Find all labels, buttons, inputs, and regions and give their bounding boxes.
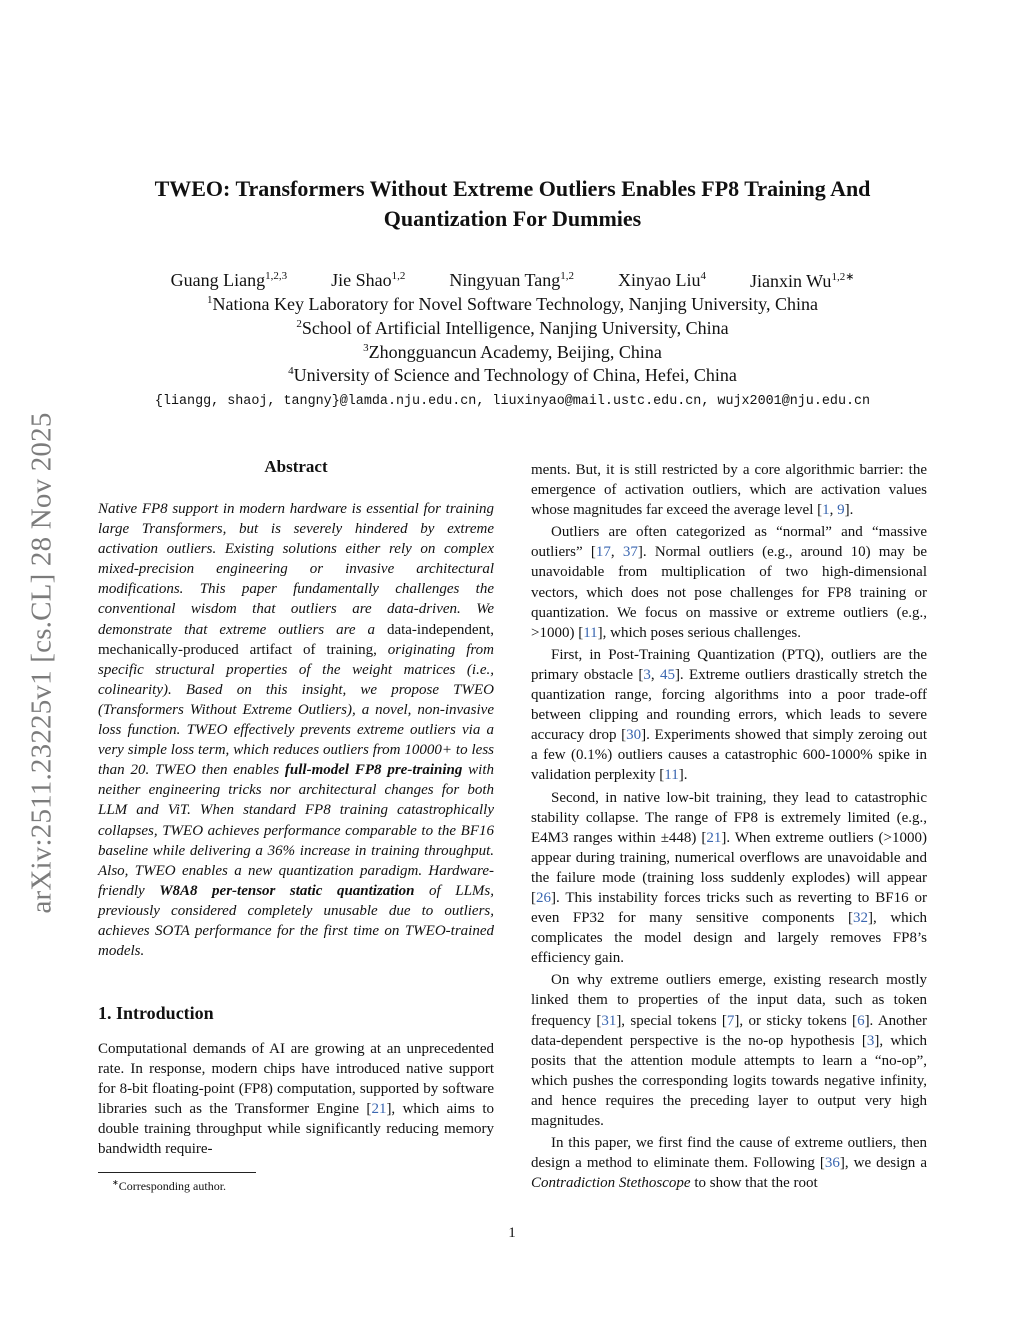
citation-link[interactable]: 31 [601,1012,617,1029]
text: ], which posits that the attention module attempts to learn a “no-op”, which pushes the corresponding logits towards negative infinity, and hence requires the preceding layer to output very high magnitudes. [531,1032,928,1129]
text: First, in Post-Training Quantization (PTQ), outliers are the primary obstacle [ [531,646,927,683]
author-affil-marker: 1,2∗ [831,271,855,283]
text: ]. Another data-dependent perspective is the no-op hypothesis [ [531,1012,927,1049]
text: , [829,502,838,519]
body-paragraph [531,1133,927,1193]
text: ]. [678,767,688,784]
affiliation-marker: 2 [296,318,302,330]
text: ]. [844,502,854,519]
right-column [531,460,927,1195]
text: Computational demands of AI are growing at an unprecedented rate. In response, modern chips have introduced native support for 8-bit floating-point (FP8) computation, supported by software libraries such as the Transformer Engine [ [98,1041,494,1118]
intro-paragraph [98,1039,494,1160]
abstract-bold-phrase: full-model FP8 pre-training [284,762,463,779]
text: to show that the root [690,1175,818,1192]
citation-link[interactable]: 6 [857,1012,865,1029]
affiliation [90,342,935,363]
author-name: Ningyuan Tang [449,270,561,290]
affiliation-marker: 4 [288,365,294,377]
citation-link[interactable]: 26 [536,889,551,906]
author-affil-marker: 1,2 [560,270,574,282]
text: In this paper, we first find the cause of extreme outliers, then design a method to eliminate them. Following [ [531,1135,927,1172]
text: ]. Extreme outliers drastically stretch the quantization range, forcing algorithms into a poor trade-off between clipping and rounding errors, which leads to severe accuracy drop [ [531,666,928,744]
author-affil-marker: 4 [700,270,706,282]
citation-link[interactable]: 3 [643,666,651,683]
paper-title [90,174,935,234]
author [449,270,574,292]
text: Outliers are often categorized as “normal” and “massive outliers” [ [531,524,927,561]
italic-term: Contradiction Stethoscope [531,1175,691,1192]
affiliation [90,294,935,315]
text: ], we design a [839,1155,927,1172]
text: ], special tokens [ [616,1012,727,1029]
author-name: Jie Shao [331,270,392,290]
citation-link[interactable]: 45 [659,666,675,683]
citation-link[interactable]: 7 [726,1012,735,1029]
text: On why extreme outliers emerge, existing research mostly linked them to properties of the input data, such as token frequency [ [531,972,927,1029]
body-paragraph [531,522,927,643]
citation-link[interactable]: 1 [822,502,830,519]
footnote-divider [98,1172,256,1173]
affiliation [90,365,935,386]
page-number: 1 [508,1225,516,1241]
author [750,270,854,292]
footnote-marker: ∗ [112,1178,119,1187]
text: Second, in native low-bit training, they lead to catastrophic stability collapse. The range of FP8 is extremely limited (e.g., E4M3 ranges within ±448) [ [531,789,927,846]
abstract-part: with neither engineering tricks nor architectural changes for both LLM and ViT. When standard FP8 training catastrophically collapses, TWEO achieves performance comparable to the BF16 baseline while delivering a 36% increase in training throughput. Also, TWEO enables a new quantization paradigm. Hardware-friendly [98,762,494,899]
abstract-part: Native FP8 support in modern hardware is essential for training large Transformers, but is severely hindered by extreme activation outliers. Existing solutions either rely on complex mixed-precision engineering or invasive architectural modifications. This paper fundamentally challenges the conventional wisdom that outliers are data-driven. We demonstrate that extreme outliers are a [98,501,494,638]
author-name: Jianxin Wu [749,271,832,291]
citation-link[interactable]: 36 [824,1155,840,1172]
citation-link[interactable]: 11 [664,767,679,784]
affiliation-text: Nationa Key Laboratory for Novel Software Technology, Nanjing University, China [212,294,818,314]
affiliation-marker: 3 [363,342,369,354]
citation-link[interactable]: 3 [866,1032,875,1049]
title-line-2: Quantization For Dummies [383,206,642,231]
text: , [650,666,660,683]
text: ], which aims to double training throughput while significantly reducing memory bandwidth require- [98,1101,494,1158]
author [618,270,706,292]
footnote [112,1178,226,1194]
text: ]. When extreme outliers (>1000) appear during training, numerical overflows are unavoidable and the failure mode (training loss suddenly explodes) will appear [ [531,829,927,906]
body-paragraph [531,788,927,969]
text: ]. This instability forces tricks such as reverting to BF16 or even FP32 for many sensitive components [ [531,889,927,927]
citation-link[interactable]: 17 [595,544,611,561]
body-paragraph [531,645,927,786]
author-name: Guang Liang [170,270,266,290]
footnote-text: Corresponding author. [118,1179,227,1193]
citation-link[interactable]: 21 [371,1101,387,1118]
abstract-part: originating from specific structural properties of the weight matrices (i.e., colinearity). Based on this insight, we propose TWEO (Transformers Without Extreme Outliers), a novel, non-invasive loss function. TWEO effectively prevents extreme outliers via a very simple loss term, which reduces outliers from 10000+ to less than 20. TWEO then enables [98,641,494,779]
citation-link[interactable]: 9 [837,502,845,519]
affiliation [90,318,935,339]
citation-link[interactable]: 11 [583,624,598,641]
author-emails: {liangg, shaoj, tangny}@lamda.nju.edu.cn, liuxinyao@mail.ustc.edu.cn, wujx2001@nju.edu.cn [154,394,871,409]
arxiv-identifier: arXiv:2511.23225v1 [cs.CL] 28 Nov 2025 [25,412,58,914]
text: ]. Normal outliers (e.g., around 10) may be unavoidable from multiplication of two high-dimensional vectors, which does not pose challenges for FP8 training or quantization. We focus on massive or extreme outliers (e.g., >1000) [ [531,544,928,641]
citation-link[interactable]: 21 [706,829,722,846]
title-line-1: TWEO: Transformers Without Extreme Outliers Enables FP8 Training And [154,176,871,201]
text: ], or sticky tokens [ [734,1012,858,1029]
affiliation-text: Zhongguancun Academy, Beijing, China [368,342,662,362]
body-paragraph [531,970,927,1131]
abstract-part: of LLMs, previously considered completely unusable due to outliers, achieves SOTA performance for the first time on TWEO-trained models. [98,882,494,960]
author [171,270,287,292]
abstract-upright-phrase: data-independent, mechanically-produced artifact of training, [98,621,494,658]
author-list [90,270,935,292]
section-heading-introduction: 1. Introduction [98,1003,214,1023]
citation-link[interactable]: 32 [853,910,869,927]
citation-link[interactable]: 30 [626,727,642,744]
affiliation-marker: 1 [207,294,213,306]
text: , [610,544,623,561]
author-affil-marker: 1,2 [391,270,406,282]
author-name: Xinyao Liu [617,270,701,290]
text: ]. Experiments showed that simply zeroing out a few (0.1%) outliers causes a catastrophic 600-1000% spike in validation perplexity [ [531,727,927,784]
text: ments. But, it is still restricted by a core algorithmic barrier: the emergence of activation outliers, which are activation values whose magnitudes far exceed the average level [ [531,462,927,519]
text: ], which poses serious challenges. [597,624,801,641]
author [331,270,405,292]
citation-link[interactable]: 37 [622,544,638,561]
affiliation-text: University of Science and Technology of China, Hefei, China [293,365,737,385]
text: ], which complicates the model design and largely removes FP8’s efficiency gain. [531,910,927,967]
affiliation-text: School of Artificial Intelligence, Nanjing University, China [301,318,729,338]
abstract-text [98,499,494,961]
author-affil-marker: 1,2,3 [265,270,288,282]
abstract-bold-phrase: W8A8 per-tensor static quantization [159,882,415,899]
body-paragraph [531,460,927,520]
abstract-heading: Abstract [264,457,328,476]
